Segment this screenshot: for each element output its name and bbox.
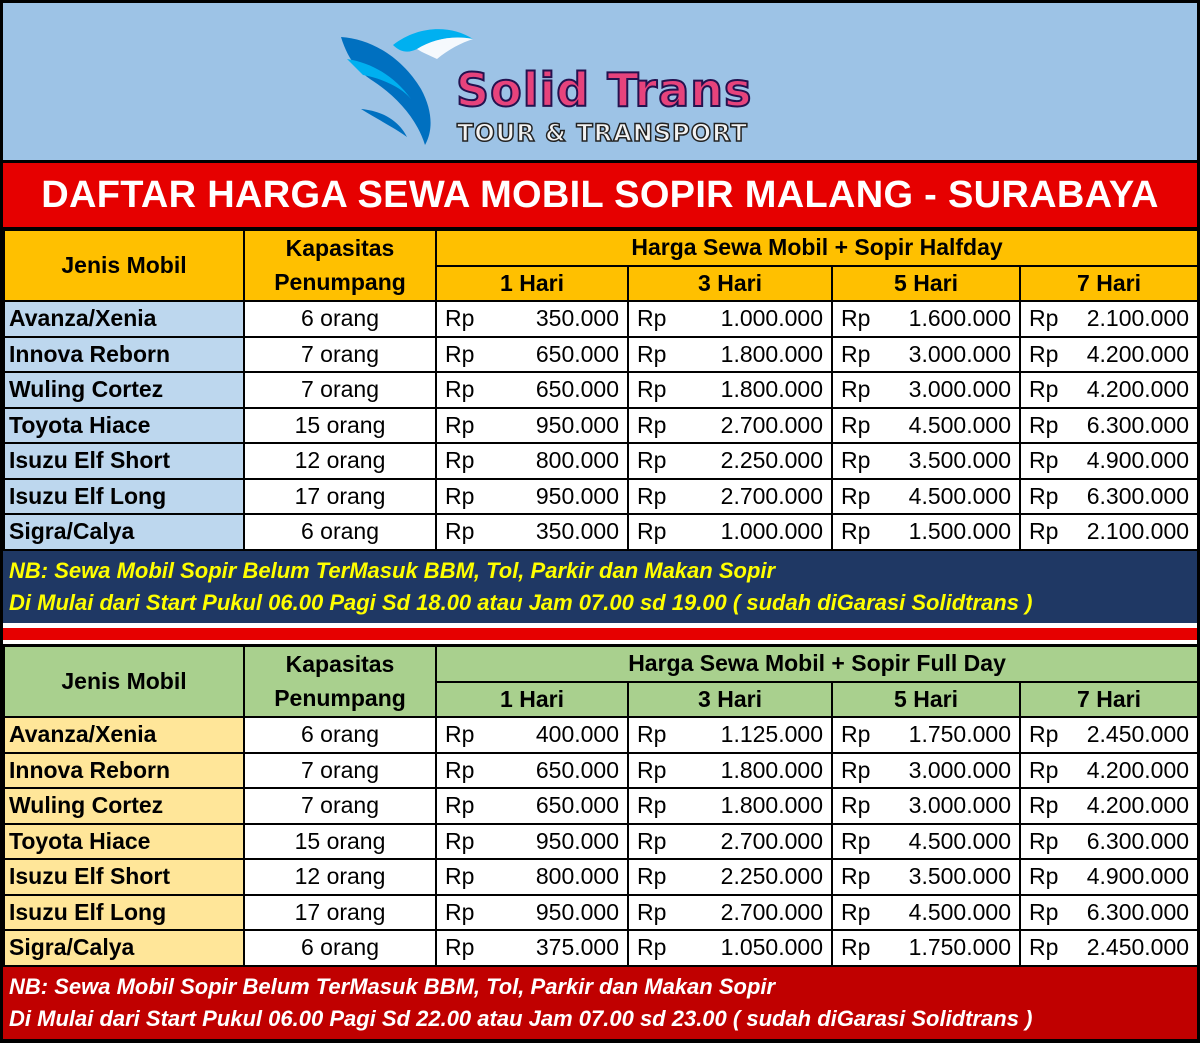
price-value: 6.300.000 — [1086, 482, 1190, 509]
currency-label: Rp — [1029, 756, 1059, 783]
price-value: 2.700.000 — [720, 411, 823, 438]
col-day: 3 Hari — [628, 266, 832, 302]
price-cell — [832, 859, 1020, 895]
capacity: 12 orang — [244, 443, 436, 479]
price-cell — [628, 717, 832, 753]
currency-label: Rp — [841, 827, 871, 854]
currency-label: Rp — [841, 756, 871, 783]
currency-label: Rp — [1029, 898, 1059, 925]
price-cell — [832, 514, 1020, 550]
currency-label: Rp — [637, 792, 667, 819]
currency-label: Rp — [445, 340, 475, 367]
halfday-note-line: Di Mulai dari Start Pukul 06.00 Pagi Sd 18.00 atau Jam 07.00 sd 19.00 ( sudah diGarasi Solidtrans ) — [9, 590, 1033, 615]
price-cell — [1020, 930, 1198, 966]
price-value: 1.800.000 — [720, 756, 823, 783]
price-cell — [832, 717, 1020, 753]
price-value: 2.700.000 — [720, 898, 823, 925]
price-cell — [832, 824, 1020, 860]
price-cell — [1020, 788, 1198, 824]
currency-label: Rp — [1029, 340, 1059, 367]
price-cell — [436, 443, 628, 479]
currency-label: Rp — [841, 305, 871, 332]
price-value: 6.300.000 — [1086, 411, 1190, 438]
price-value: 1.600.000 — [908, 305, 1011, 332]
table-row — [4, 824, 1198, 860]
currency-label: Rp — [637, 411, 667, 438]
price-cell — [832, 895, 1020, 931]
currency-label: Rp — [1029, 447, 1059, 474]
currency-label: Rp — [445, 721, 475, 748]
price-value: 650.000 — [535, 340, 619, 367]
price-value: 2.250.000 — [720, 447, 823, 474]
currency-label: Rp — [445, 934, 475, 961]
price-cell — [832, 479, 1020, 515]
price-cell — [1020, 824, 1198, 860]
car-name: Isuzu Elf Long — [4, 479, 244, 515]
col-day: 5 Hari — [832, 266, 1020, 302]
price-value: 6.300.000 — [1086, 898, 1190, 925]
capacity: 6 orang — [244, 301, 436, 337]
price-cell — [1020, 753, 1198, 789]
brand-name: Solid Trans — [456, 63, 753, 117]
price-value: 650.000 — [535, 756, 619, 783]
currency-label: Rp — [637, 934, 667, 961]
fullday-price-table — [3, 645, 1199, 967]
currency-label: Rp — [841, 898, 871, 925]
price-value: 4.500.000 — [908, 827, 1011, 854]
price-cell — [1020, 717, 1198, 753]
capacity: 6 orang — [244, 717, 436, 753]
price-value: 1.800.000 — [720, 792, 823, 819]
price-cell — [628, 930, 832, 966]
table-row — [4, 337, 1198, 373]
currency-label: Rp — [445, 518, 475, 545]
capacity: 7 orang — [244, 337, 436, 373]
price-cell — [832, 930, 1020, 966]
price-cell — [628, 479, 832, 515]
currency-label: Rp — [637, 518, 667, 545]
currency-label: Rp — [1029, 411, 1059, 438]
car-name: Toyota Hiace — [4, 824, 244, 860]
price-cell — [436, 930, 628, 966]
price-value: 400.000 — [535, 721, 619, 748]
price-value: 4.900.000 — [1086, 863, 1190, 890]
price-value: 4.200.000 — [1086, 792, 1190, 819]
currency-label: Rp — [1029, 827, 1059, 854]
logo-band — [3, 3, 1197, 160]
fullday-rows — [4, 717, 1198, 966]
col-group-fullday: Harga Sewa Mobil + Sopir Full Day — [436, 646, 1198, 682]
price-cell — [628, 514, 832, 550]
capacity: 15 orang — [244, 408, 436, 444]
capacity: 7 orang — [244, 788, 436, 824]
price-value: 2.450.000 — [1086, 934, 1190, 961]
currency-label: Rp — [637, 340, 667, 367]
capacity: 15 orang — [244, 824, 436, 860]
currency-label: Rp — [445, 827, 475, 854]
price-value: 3.500.000 — [908, 447, 1011, 474]
price-cell — [436, 372, 628, 408]
currency-label: Rp — [1029, 518, 1059, 545]
table-row — [4, 514, 1198, 550]
price-cell — [1020, 443, 1198, 479]
price-cell — [436, 717, 628, 753]
price-cell — [1020, 895, 1198, 931]
price-cell — [832, 372, 1020, 408]
price-cell — [628, 895, 832, 931]
price-cell — [1020, 859, 1198, 895]
page-title: DAFTAR HARGA SEWA MOBIL SOPIR MALANG - SURABAYA — [41, 173, 1159, 216]
price-value: 950.000 — [535, 411, 619, 438]
fullday-note-line: Di Mulai dari Start Pukul 06.00 Pagi Sd 22.00 atau Jam 07.00 sd 23.00 ( sudah diGarasi Solidtrans ) — [9, 1006, 1033, 1031]
currency-label: Rp — [445, 447, 475, 474]
halfday-rows — [4, 301, 1198, 550]
price-value: 950.000 — [535, 898, 619, 925]
col-kapasitas: Kapasitas — [244, 646, 436, 682]
price-cell — [436, 753, 628, 789]
currency-label: Rp — [445, 792, 475, 819]
currency-label: Rp — [841, 376, 871, 403]
price-cell — [436, 859, 628, 895]
car-name: Sigra/Calya — [4, 514, 244, 550]
price-value: 1.000.000 — [720, 518, 823, 545]
price-cell — [832, 301, 1020, 337]
price-cell — [436, 408, 628, 444]
price-cell — [1020, 514, 1198, 550]
currency-label: Rp — [841, 340, 871, 367]
price-cell — [628, 337, 832, 373]
car-name: Avanza/Xenia — [4, 717, 244, 753]
fullday-note — [3, 967, 1197, 1039]
price-value: 650.000 — [535, 792, 619, 819]
car-name: Innova Reborn — [4, 337, 244, 373]
price-cell — [628, 788, 832, 824]
price-value: 4.200.000 — [1086, 340, 1190, 367]
currency-label: Rp — [637, 721, 667, 748]
car-name: Wuling Cortez — [4, 788, 244, 824]
price-cell — [1020, 337, 1198, 373]
brand-logo — [333, 19, 803, 149]
price-value: 2.100.000 — [1086, 305, 1190, 332]
halfday-note-line: NB: Sewa Mobil Sopir Belum TerMasuk BBM, Tol, Parkir dan Makan Sopir — [9, 558, 776, 583]
car-name: Isuzu Elf Long — [4, 895, 244, 931]
currency-label: Rp — [637, 482, 667, 509]
capacity: 7 orang — [244, 372, 436, 408]
table-row — [4, 301, 1198, 337]
currency-label: Rp — [445, 411, 475, 438]
price-cell — [436, 301, 628, 337]
price-value: 2.700.000 — [720, 482, 823, 509]
table-row — [4, 859, 1198, 895]
price-value: 350.000 — [535, 305, 619, 332]
currency-label: Rp — [841, 934, 871, 961]
divider — [3, 640, 1197, 644]
currency-label: Rp — [1029, 934, 1059, 961]
currency-label: Rp — [637, 756, 667, 783]
col-penumpang: Penumpang — [244, 682, 436, 718]
price-value: 2.450.000 — [1086, 721, 1190, 748]
currency-label: Rp — [637, 898, 667, 925]
currency-label: Rp — [637, 305, 667, 332]
halfday-price-table — [3, 229, 1199, 551]
price-value: 1.800.000 — [720, 340, 823, 367]
price-value: 950.000 — [535, 482, 619, 509]
currency-label: Rp — [841, 792, 871, 819]
currency-label: Rp — [1029, 376, 1059, 403]
currency-label: Rp — [445, 482, 475, 509]
col-day: 1 Hari — [436, 682, 628, 718]
halfday-note — [3, 551, 1197, 623]
price-cell — [436, 514, 628, 550]
currency-label: Rp — [637, 863, 667, 890]
col-group-halfday: Harga Sewa Mobil + Sopir Halfday — [436, 230, 1198, 266]
price-cell — [832, 443, 1020, 479]
price-value: 1.050.000 — [720, 934, 823, 961]
table-row — [4, 753, 1198, 789]
price-cell — [436, 824, 628, 860]
divider — [3, 628, 1197, 640]
table-row — [4, 717, 1198, 753]
car-name: Toyota Hiace — [4, 408, 244, 444]
currency-label: Rp — [445, 898, 475, 925]
price-value: 650.000 — [535, 376, 619, 403]
price-cell — [436, 337, 628, 373]
currency-label: Rp — [637, 376, 667, 403]
price-value: 350.000 — [535, 518, 619, 545]
table-row — [4, 372, 1198, 408]
capacity: 6 orang — [244, 514, 436, 550]
price-value: 4.200.000 — [1086, 756, 1190, 783]
currency-label: Rp — [445, 863, 475, 890]
capacity: 12 orang — [244, 859, 436, 895]
price-cell — [832, 753, 1020, 789]
title-band — [3, 163, 1197, 227]
fullday-note-line: NB: Sewa Mobil Sopir Belum TerMasuk BBM, Tol, Parkir dan Makan Sopir — [9, 974, 776, 999]
price-value: 2.250.000 — [720, 863, 823, 890]
price-cell — [628, 301, 832, 337]
price-cell — [436, 788, 628, 824]
col-day: 1 Hari — [436, 266, 628, 302]
price-cell — [628, 859, 832, 895]
col-penumpang: Penumpang — [244, 266, 436, 302]
currency-label: Rp — [841, 447, 871, 474]
price-value: 4.500.000 — [908, 411, 1011, 438]
currency-label: Rp — [841, 518, 871, 545]
currency-label: Rp — [445, 756, 475, 783]
capacity: 7 orang — [244, 753, 436, 789]
capacity: 17 orang — [244, 479, 436, 515]
col-day: 7 Hari — [1020, 266, 1198, 302]
car-name: Avanza/Xenia — [4, 301, 244, 337]
price-cell — [628, 443, 832, 479]
price-value: 950.000 — [535, 827, 619, 854]
price-value: 4.900.000 — [1086, 447, 1190, 474]
table-row — [4, 895, 1198, 931]
currency-label: Rp — [1029, 792, 1059, 819]
price-value: 3.500.000 — [908, 863, 1011, 890]
currency-label: Rp — [445, 376, 475, 403]
capacity: 6 orang — [244, 930, 436, 966]
car-name: Innova Reborn — [4, 753, 244, 789]
price-value: 3.000.000 — [908, 792, 1011, 819]
price-value: 1.000.000 — [720, 305, 823, 332]
table-row — [4, 788, 1198, 824]
col-jenis-mobil: Jenis Mobil — [4, 646, 244, 717]
capacity: 17 orang — [244, 895, 436, 931]
price-value: 4.200.000 — [1086, 376, 1190, 403]
currency-label: Rp — [637, 827, 667, 854]
currency-label: Rp — [1029, 482, 1059, 509]
car-name: Sigra/Calya — [4, 930, 244, 966]
price-value: 1.800.000 — [720, 376, 823, 403]
price-value: 1.750.000 — [908, 721, 1011, 748]
currency-label: Rp — [1029, 721, 1059, 748]
col-day: 3 Hari — [628, 682, 832, 718]
price-value: 800.000 — [535, 863, 619, 890]
table-row — [4, 479, 1198, 515]
price-cell — [628, 372, 832, 408]
col-kapasitas: Kapasitas — [244, 230, 436, 266]
price-value: 3.000.000 — [908, 756, 1011, 783]
price-cell — [1020, 408, 1198, 444]
price-cell — [1020, 372, 1198, 408]
price-cell — [832, 337, 1020, 373]
price-value: 3.000.000 — [908, 340, 1011, 367]
col-day: 5 Hari — [832, 682, 1020, 718]
price-value: 800.000 — [535, 447, 619, 474]
currency-label: Rp — [1029, 863, 1059, 890]
price-value: 6.300.000 — [1086, 827, 1190, 854]
price-cell — [628, 753, 832, 789]
currency-label: Rp — [1029, 305, 1059, 332]
table-row — [4, 408, 1198, 444]
price-value: 1.750.000 — [908, 934, 1011, 961]
price-value: 2.700.000 — [720, 827, 823, 854]
brand-tagline: TOUR & TRANSPORT — [457, 119, 748, 147]
price-value: 1.500.000 — [908, 518, 1011, 545]
price-value: 375.000 — [535, 934, 619, 961]
price-cell — [832, 408, 1020, 444]
price-cell — [832, 788, 1020, 824]
col-day: 7 Hari — [1020, 682, 1198, 718]
price-cell — [436, 895, 628, 931]
price-cell — [436, 479, 628, 515]
price-cell — [628, 408, 832, 444]
price-value: 4.500.000 — [908, 898, 1011, 925]
currency-label: Rp — [445, 305, 475, 332]
currency-label: Rp — [841, 482, 871, 509]
table-row — [4, 930, 1198, 966]
currency-label: Rp — [841, 411, 871, 438]
currency-label: Rp — [637, 447, 667, 474]
price-value: 3.000.000 — [908, 376, 1011, 403]
price-value: 1.125.000 — [720, 721, 823, 748]
price-cell — [628, 824, 832, 860]
car-name: Wuling Cortez — [4, 372, 244, 408]
price-value: 4.500.000 — [908, 482, 1011, 509]
currency-label: Rp — [841, 721, 871, 748]
car-name: Isuzu Elf Short — [4, 859, 244, 895]
col-jenis-mobil: Jenis Mobil — [4, 230, 244, 301]
price-cell — [1020, 479, 1198, 515]
car-name: Isuzu Elf Short — [4, 443, 244, 479]
price-cell — [1020, 301, 1198, 337]
currency-label: Rp — [841, 863, 871, 890]
price-value: 2.100.000 — [1086, 518, 1190, 545]
table-row — [4, 443, 1198, 479]
